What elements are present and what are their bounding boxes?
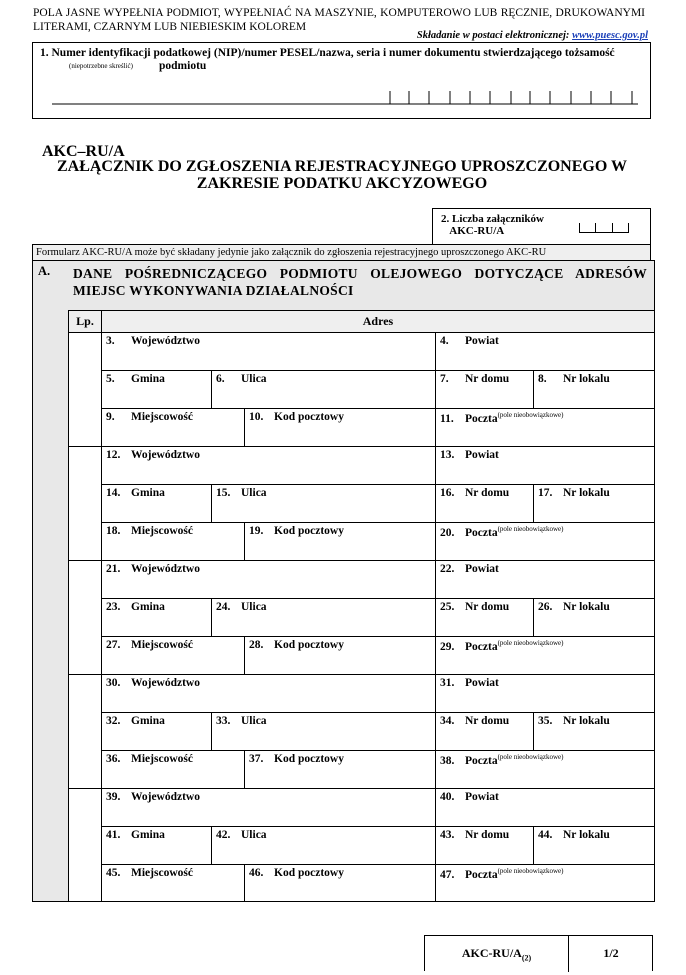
field-number: 26. (538, 601, 553, 613)
field-label: Województwo (131, 677, 200, 689)
field-number: 46. (249, 867, 264, 879)
field-number: 23. (106, 601, 121, 613)
field-label: Powiat (465, 449, 499, 461)
lp-cell[interactable] (69, 674, 102, 789)
section-a-letter: A. (38, 264, 51, 278)
field-label: Miejscowość (131, 525, 193, 537)
footer-code-text: AKC-RU/A (461, 946, 522, 960)
address-row (102, 674, 654, 713)
gmina-field[interactable] (102, 712, 212, 750)
field-number: 13. (440, 449, 455, 461)
field-label: Gmina (131, 487, 165, 499)
field-label: Nr domu (465, 487, 510, 499)
field-number: 8. (538, 373, 547, 385)
address-row (102, 788, 654, 827)
field-label: Powiat (465, 677, 499, 689)
kod-pocztowy-field[interactable] (245, 408, 436, 446)
address-row (102, 408, 654, 447)
wojewodztwo-field[interactable] (102, 560, 436, 598)
field-1-box (32, 42, 651, 119)
field-label: Poczta (465, 412, 498, 425)
field-label: Miejscowość (131, 867, 193, 879)
gmina-field[interactable] (102, 370, 212, 408)
field-number: 38. (440, 754, 455, 767)
field-label: Powiat (465, 335, 499, 347)
nr-lokalu-field[interactable] (534, 370, 654, 408)
miejscowosc-field[interactable] (102, 750, 245, 788)
field-number: 47. (440, 868, 455, 881)
lp-cell[interactable] (69, 332, 102, 447)
form-note: Formularz AKC-RU/A może być składany jedynie jako załącznik do zgłoszenia rejestracyjnego uproszczonego AKC-RU (32, 244, 651, 261)
efile-link[interactable]: www.puesc.gov.pl (572, 30, 648, 41)
adres-header: Adres (362, 314, 394, 328)
field-number: 27. (106, 639, 121, 651)
page-footer (424, 935, 653, 971)
field-number: 25. (440, 601, 455, 613)
fill-instruction: POLA JASNE WYPEŁNIA PODMIOT, WYPEŁNIAĆ NA MASZYNIE, KOMPUTEROWO LUB RĘCZNIE, DRUKOWANYMI LITERAMI, CZARNYM LUB NIEBIESKIM KOLOREM (33, 7, 645, 33)
field-label: Poczta (465, 640, 498, 653)
address-row (102, 750, 654, 789)
efile-label: Składanie w postaci elektronicznej: (416, 30, 570, 41)
field-number: 12. (106, 449, 121, 461)
address-block (69, 332, 654, 446)
field-number: 17. (538, 487, 553, 499)
nr-lokalu-field[interactable] (534, 826, 654, 864)
field-number: 40. (440, 791, 455, 803)
field-2-label-line1: 2. Liczba załączników (441, 213, 544, 225)
field-label: Poczta (465, 754, 498, 767)
gmina-field[interactable] (102, 598, 212, 636)
poczta-field[interactable] (436, 408, 654, 446)
attachment-count-input[interactable] (579, 216, 629, 233)
field-label: Powiat (465, 791, 499, 803)
field-label: Miejscowość (131, 411, 193, 423)
powiat-field[interactable] (436, 332, 654, 370)
poczta-field[interactable] (436, 864, 654, 902)
field-number: 7. (440, 373, 449, 385)
ulica-field[interactable] (212, 370, 436, 408)
optional-note: (pole nieobowiązkowe) (497, 753, 564, 761)
kod-pocztowy-field[interactable] (245, 522, 436, 560)
nr-lokalu-field[interactable] (534, 598, 654, 636)
miejscowosc-field[interactable] (102, 522, 245, 560)
field-number: 37. (249, 753, 264, 765)
field-number: 14. (106, 487, 121, 499)
field-number: 15. (216, 487, 231, 499)
nr-domu-field[interactable] (436, 370, 534, 408)
field-number: 10. (249, 411, 264, 423)
lp-cell[interactable] (69, 788, 102, 902)
optional-note: (pole nieobowiązkowe) (497, 867, 564, 875)
powiat-field[interactable] (436, 446, 654, 484)
field-number: 9. (106, 411, 115, 423)
miejscowosc-field[interactable] (102, 864, 245, 902)
lp-cell[interactable] (69, 560, 102, 675)
field-label: Nr lokalu (563, 829, 610, 841)
field-number: 20. (440, 526, 455, 539)
form-code: AKC–RU/A (42, 143, 125, 160)
field-label: Kod pocztowy (274, 639, 344, 651)
footer-version: (2) (521, 953, 532, 963)
address-row (102, 522, 654, 561)
powiat-field[interactable] (436, 674, 654, 712)
field-label: Nr domu (465, 373, 510, 385)
field-label: Ulica (241, 373, 267, 385)
optional-note: (pole nieobowiązkowe) (497, 411, 564, 419)
field-number: 28. (249, 639, 264, 651)
address-row (102, 864, 654, 902)
field-label: Nr lokalu (563, 487, 610, 499)
miejscowosc-field[interactable] (102, 408, 245, 446)
field-number: 4. (440, 335, 449, 347)
field-number: 16. (440, 487, 455, 499)
miejscowosc-field[interactable] (102, 636, 245, 674)
field-number: 43. (440, 829, 455, 841)
field-label: Województwo (131, 449, 200, 461)
address-row (102, 598, 654, 637)
gmina-field[interactable] (102, 484, 212, 522)
page-number: 1/2 (603, 946, 619, 960)
field-number: 11. (440, 412, 454, 425)
address-block (69, 674, 654, 788)
field-label: Miejscowość (131, 639, 193, 651)
field-label: Gmina (131, 601, 165, 613)
nr-domu-field[interactable] (436, 826, 534, 864)
wojewodztwo-field[interactable] (102, 446, 436, 484)
field-label: Poczta (465, 868, 498, 881)
field-number: 5. (106, 373, 115, 385)
field-number: 41. (106, 829, 121, 841)
optional-note: (pole nieobowiązkowe) (497, 525, 564, 533)
field-number: 24. (216, 601, 231, 613)
field-number: 30. (106, 677, 121, 689)
field-label: Nr domu (465, 829, 510, 841)
address-row (102, 370, 654, 409)
field-number: 29. (440, 640, 455, 653)
field-number: 44. (538, 829, 553, 841)
field-label: Nr lokalu (563, 601, 610, 613)
field-1-input-line[interactable] (52, 91, 638, 105)
footer-form-code (425, 936, 569, 972)
field-number: 6. (216, 373, 225, 385)
field-1-sub-label: podmiotu (159, 60, 207, 72)
ulica-field[interactable] (212, 826, 436, 864)
field-label: Województwo (131, 335, 200, 347)
nr-domu-field[interactable] (436, 484, 534, 522)
poczta-field[interactable] (436, 636, 654, 674)
field-number: 31. (440, 677, 455, 689)
address-block (69, 560, 654, 674)
field-label: Poczta (465, 526, 498, 539)
field-label: Województwo (131, 563, 200, 575)
field-label: Województwo (131, 791, 200, 803)
nr-lokalu-field[interactable] (534, 484, 654, 522)
kod-pocztowy-field[interactable] (245, 864, 436, 902)
field-label: Ulica (241, 601, 267, 613)
nr-domu-field[interactable] (436, 712, 534, 750)
field-number: 32. (106, 715, 121, 727)
ulica-field[interactable] (212, 484, 436, 522)
field-label: Miejscowość (131, 753, 193, 765)
ulica-field[interactable] (212, 712, 436, 750)
field-label: Ulica (241, 715, 267, 727)
field-label: Gmina (131, 373, 165, 385)
address-row (102, 560, 654, 599)
section-a-title: DANE POŚREDNICZĄCEGO PODMIOTU OLEJOWEGO DOTYCZĄCE ADRESÓW MIEJSC WYKONYWANIA DZIAŁALNOŚCI (73, 266, 647, 298)
field-number: 33. (216, 715, 231, 727)
address-row (102, 826, 654, 865)
field-number: 19. (249, 525, 264, 537)
field-label: Gmina (131, 829, 165, 841)
field-number: 21. (106, 563, 121, 575)
field-label: Gmina (131, 715, 165, 727)
field-number: 45. (106, 867, 121, 879)
field-label: Kod pocztowy (274, 867, 344, 879)
address-row (102, 712, 654, 751)
field-label: Nr lokalu (563, 373, 610, 385)
optional-note: (pole nieobowiązkowe) (497, 639, 564, 647)
field-label: Nr lokalu (563, 715, 610, 727)
wojewodztwo-field[interactable] (102, 674, 436, 712)
address-table (68, 310, 655, 902)
lp-header: Lp. (69, 311, 102, 332)
poczta-field[interactable] (436, 750, 654, 788)
wojewodztwo-field[interactable] (102, 332, 436, 370)
gmina-field[interactable] (102, 826, 212, 864)
field-label: Kod pocztowy (274, 411, 344, 423)
field-2-label (441, 213, 544, 237)
address-row (102, 446, 654, 485)
address-block (69, 446, 654, 560)
address-row (102, 484, 654, 523)
address-row (102, 332, 654, 371)
kod-pocztowy-field[interactable] (245, 750, 436, 788)
field-2-label-line2: AKC-RU/A (449, 225, 505, 237)
nr-domu-field[interactable] (436, 598, 534, 636)
form-title: ZAŁĄCZNIK DO ZGŁOSZENIA REJESTRACYJNEGO UPROSZCZONEGO W ZAKRESIE PODATKU AKCYZOWEGO (56, 158, 628, 192)
field-number: 42. (216, 829, 231, 841)
field-label: Ulica (241, 829, 267, 841)
field-number: 3. (106, 335, 115, 347)
field-number: 18. (106, 525, 121, 537)
poczta-field[interactable] (436, 522, 654, 560)
efile-note (417, 30, 648, 41)
field-label: Kod pocztowy (274, 753, 344, 765)
ulica-field[interactable] (212, 598, 436, 636)
powiat-field[interactable] (436, 788, 654, 826)
field-label: Nr domu (465, 715, 510, 727)
kod-pocztowy-field[interactable] (245, 636, 436, 674)
field-label: Nr domu (465, 601, 510, 613)
field-number: 35. (538, 715, 553, 727)
field-label: Kod pocztowy (274, 525, 344, 537)
field-label: Powiat (465, 563, 499, 575)
nr-lokalu-field[interactable] (534, 712, 654, 750)
field-2-box (432, 208, 651, 245)
powiat-field[interactable] (436, 560, 654, 598)
field-number: 34. (440, 715, 455, 727)
field-label: Ulica (241, 487, 267, 499)
field-number: 22. (440, 563, 455, 575)
wojewodztwo-field[interactable] (102, 788, 436, 826)
address-block (69, 788, 654, 902)
lp-cell[interactable] (69, 446, 102, 561)
table-header (69, 311, 654, 333)
field-1-label: 1. Numer identyfikacji podatkowej (NIP)/numer PESEL/nazwa, seria i numer dokumentu stwierdzającego tożsamość (40, 47, 615, 59)
field-1-sub-note: (niepotrzebne skreślić) (69, 62, 133, 70)
address-row (102, 636, 654, 675)
field-number: 36. (106, 753, 121, 765)
field-number: 39. (106, 791, 121, 803)
